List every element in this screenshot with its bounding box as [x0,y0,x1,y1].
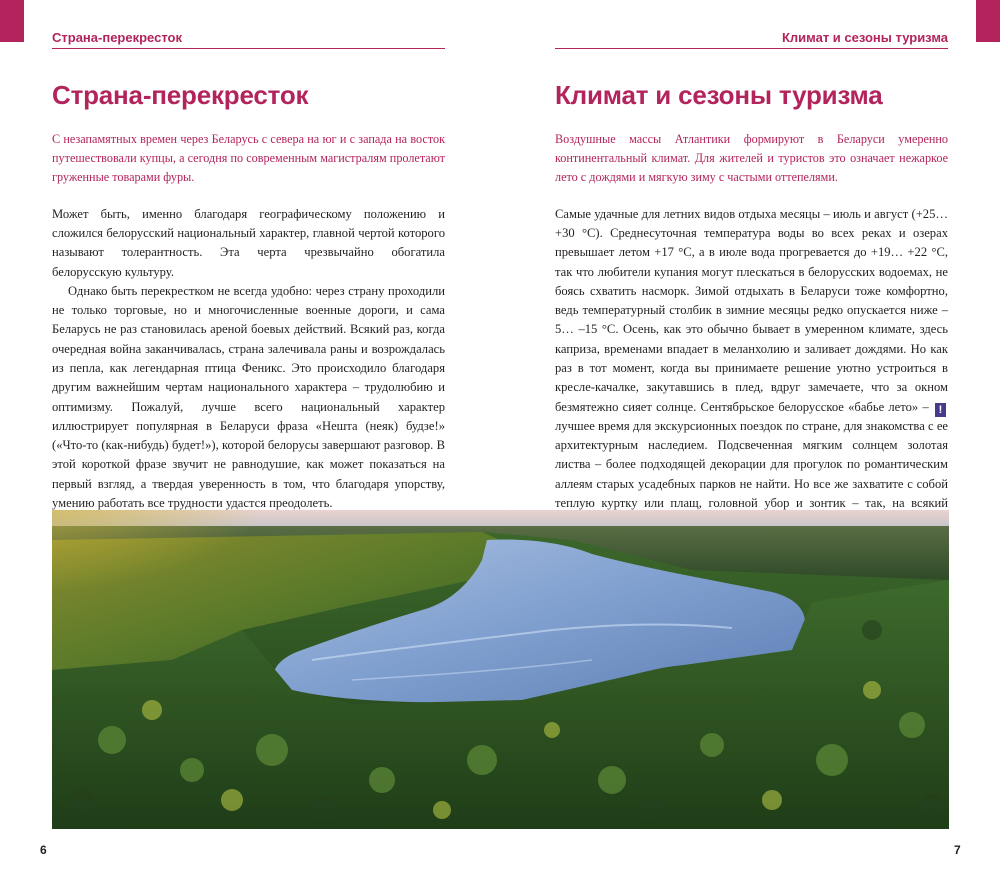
right-page [555,80,948,533]
right-paragraph-part1: Самые удачные для летних видов отдыха месяцы – июль и август (+25… +30 °C). Среднесуточная температура воды во всех реках и озерах превышает летом +17 °C, а в июле вода прогревается до +19… +22 °C, так что любители купания могут плескаться в белорусских водоемах, не боясь схватить насморк. Зимой отдыхать в Беларуси тоже комфортно, ведь температурный столбик в зимние месяцы редко опускается ниже –5… –15 °C. Осень, как это обычно бывает в умеренном климате, здесь каприза, временами впадает в меланхолию и заливает дождями. Но как раз в тот момент, когда вы принимаете решение уютно устроиться в кресле-качалке, закутавшись в плед, вдруг замечаете, что за окном безмятежно сияет солнце. Сентябрьское белорусское «бабье лето» – [555,206,948,414]
left-page-number: 6 [40,843,47,857]
left-paragraph-1: Может быть, именно благодаря географическому положению и сложился белорусский национальный характер, главной чертой которого называют толерантность. Эта черта чрезвычайно обогатила белорусскую культуру. [52,206,445,279]
left-page [52,80,445,513]
right-body [555,205,948,533]
right-lead: Воздушные массы Атлантики формируют в Беларуси умеренно континентальный климат. Для жителей и туристов это означает нежаркое лето с дождями и мягкую зиму с частыми оттепелями. [555,132,948,185]
right-page-number: 7 [954,843,961,857]
right-running-head: Климат и сезоны туризма [781,30,948,45]
lake-forest-illustration [52,510,949,829]
left-page-title: Страна-перекресток [52,80,309,110]
left-edge-tab [0,0,24,42]
right-paragraph [555,205,948,533]
left-lead: С незапамятных времен через Беларусь с севера на юг и с запада на восток путешествовали купцы, а сегодня по современным магистралям пролетают груженные товарами фуры. [52,132,445,185]
lake-forest-photo [52,510,949,829]
right-page-title: Климат и сезоны туризма [555,80,883,110]
left-paragraph-2: Однако быть перекрестком не всегда удобно: через страну проходили не только торговые, но и многочисленные военные дороги, и сама Беларусь не раз становилась ареной боевых действий. Всякий раз, когда очередная война заканчивалась, страна залечивала раны и возрождалась из пепла, как легендарная птица Феникс. Это происходило благодаря другим важнейшим чертам национального характера – трудолюбию и оптимизму. Пожалуй, лучше всего национальный характер иллюстрирует популярная в Беларуси фраза «Нешта (нeяк) будзе!» («Что-то (как-нибудь) будет!»), которой белорусы завершают разговор. В этой короткой фразе звучит не равнодушие, как может показаться на первый взгляд, а твердая уверенность в том, что благодаря упорству, умению работать все трудности удастся преодолеть. [52,283,445,511]
left-header-rule [52,48,445,49]
right-header-rule [555,48,948,49]
right-edge-tab [976,0,1000,42]
left-body [52,205,445,514]
exclamation-icon: ! [935,403,946,417]
right-paragraph-part2: лучшее время для экскурсионных поездок по стране, для знакомства с ее архитектурным наследием. Подсвеченная мягким солнцем золотая листва – более подходящей декорации для прогулок по романтическим аллеям старых усадебных парков не найти. Но все же захватите с собой теплую куртку или плащ, головной убор и зонтик – так, на всякий [555,418,948,511]
left-running-head: Страна-перекресток [52,30,182,45]
